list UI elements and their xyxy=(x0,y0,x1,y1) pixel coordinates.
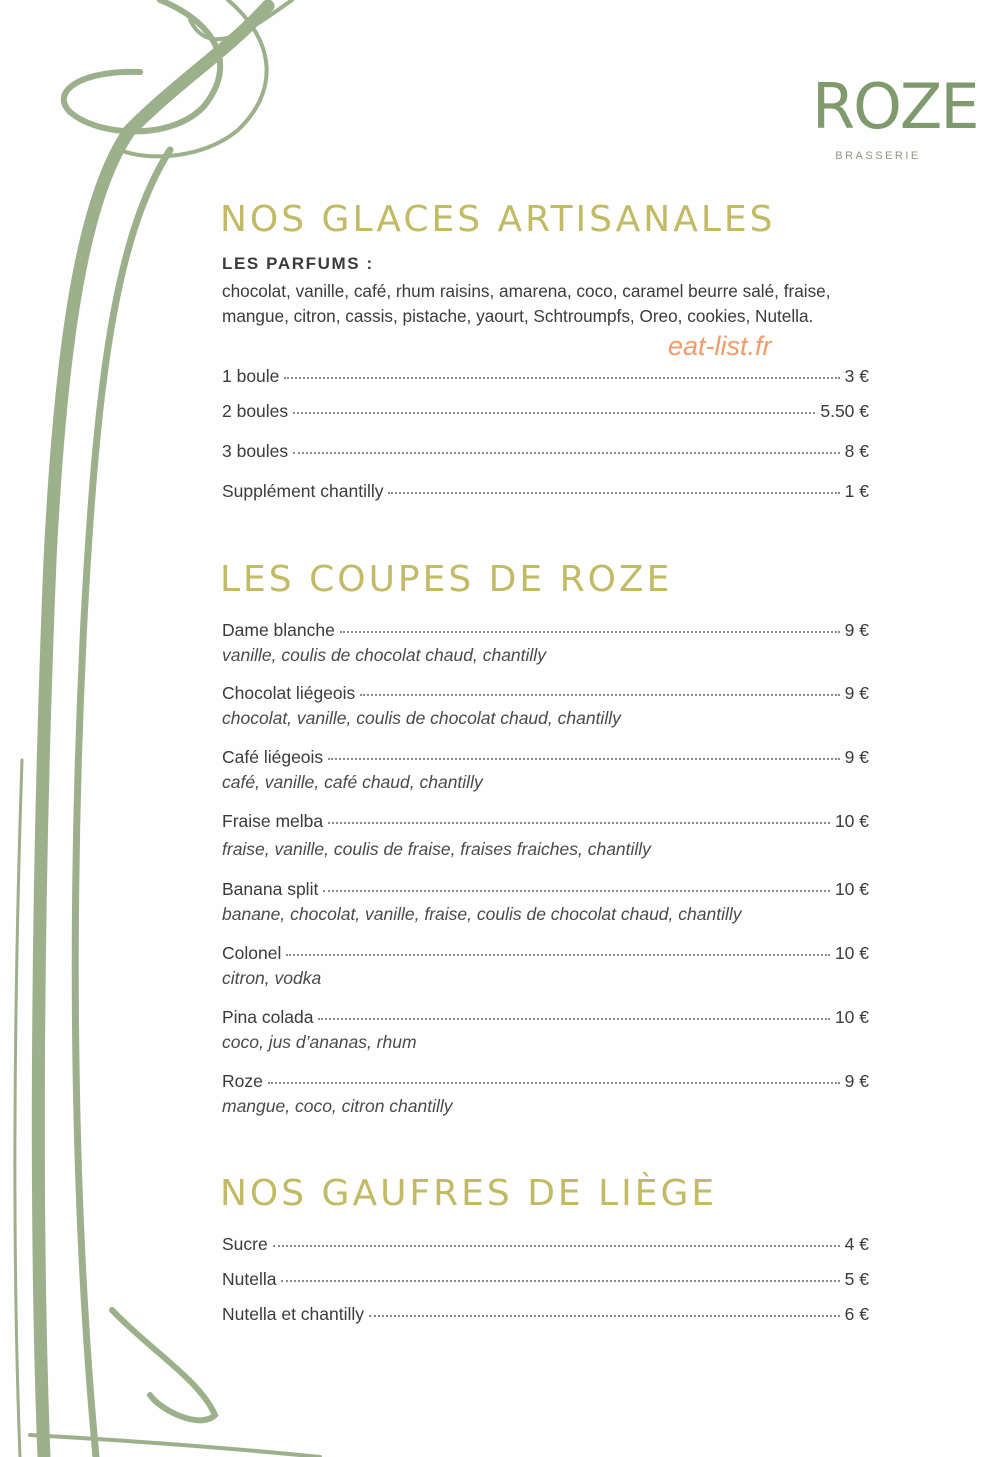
dot-leader xyxy=(286,954,830,956)
item-price: 3 € xyxy=(844,366,869,386)
item-price: 9 € xyxy=(844,747,869,767)
dot-leader xyxy=(268,1082,840,1084)
item-name: 2 boules xyxy=(222,401,289,421)
section-title-glaces: NOS GLACES ARTISANALES xyxy=(220,199,776,240)
dot-leader xyxy=(318,1018,829,1020)
flavors-list: chocolat, vanille, café, rhum raisins, amarena, coco, caramel beurre salé, fraise, mangue, citron, cassis, pistache, yaourt, Schtroumpfs, Oreo, cookies, Nutella. xyxy=(222,281,831,326)
menu-item xyxy=(222,1268,869,1290)
item-price: 9 € xyxy=(844,683,869,703)
item-name: Roze xyxy=(222,1071,263,1091)
menu-item xyxy=(222,1233,869,1255)
item-name: Chocolat liégeois xyxy=(222,683,356,703)
menu-item xyxy=(222,682,869,729)
section-title-coupes: LES COUPES DE ROZE xyxy=(220,559,673,600)
item-description: vanille, coulis de chocolat chaud, chantilly xyxy=(222,645,546,665)
item-description: banane, chocolat, vanille, fraise, coulis de chocolat chaud, chantilly xyxy=(222,904,742,924)
menu-item xyxy=(222,619,869,666)
dot-leader xyxy=(293,452,840,454)
item-name: Café liégeois xyxy=(222,747,324,767)
menu-item xyxy=(222,440,869,462)
dot-leader xyxy=(388,492,839,494)
item-price: 10 € xyxy=(834,1007,869,1027)
watermark: eat-list.fr xyxy=(668,331,772,361)
dot-leader xyxy=(360,694,839,696)
item-name: Colonel xyxy=(222,943,282,963)
flavors-label: LES PARFUMS : xyxy=(222,254,374,273)
menu-item xyxy=(222,878,869,925)
item-name: Sucre xyxy=(222,1234,268,1254)
item-name: 3 boules xyxy=(222,441,289,461)
item-name: Nutella et chantilly xyxy=(222,1304,365,1324)
menu-item xyxy=(222,942,869,989)
menu-item xyxy=(222,400,869,422)
item-price: 10 € xyxy=(834,879,869,899)
item-price: 10 € xyxy=(834,943,869,963)
brand-logo xyxy=(812,70,978,162)
dot-leader xyxy=(328,758,840,760)
dot-leader xyxy=(284,377,839,379)
item-name: Pina colada xyxy=(222,1007,314,1027)
item-price: 5 € xyxy=(844,1269,869,1289)
section-title-gaufres: NOS GAUFRES DE LIÈGE xyxy=(220,1173,718,1214)
item-description: café, vanille, café chaud, chantilly xyxy=(222,772,483,792)
item-price: 5.50 € xyxy=(820,401,869,421)
item-description: coco, jus d’ananas, rhum xyxy=(222,1032,417,1052)
item-name: 1 boule xyxy=(222,366,280,386)
item-description: mangue, coco, citron chantilly xyxy=(222,1096,453,1116)
item-name: Fraise melba xyxy=(222,811,324,831)
dot-leader xyxy=(340,631,840,633)
item-description: fraise, vanille, coulis de fraise, fraises fraiches, chantilly xyxy=(222,839,651,859)
menu-item xyxy=(222,1006,869,1053)
dot-leader xyxy=(369,1315,840,1317)
brand-name: ROZE xyxy=(812,70,978,143)
dot-leader xyxy=(328,822,830,824)
item-description: chocolat, vanille, coulis de chocolat chaud, chantilly xyxy=(222,708,621,728)
item-name: Nutella xyxy=(222,1269,277,1289)
item-price: 1 € xyxy=(844,481,869,501)
menu-item xyxy=(222,365,869,387)
item-price: 9 € xyxy=(844,1071,869,1091)
item-name: Supplément chantilly xyxy=(222,481,384,501)
item-description: citron, vodka xyxy=(222,968,322,988)
dot-leader xyxy=(273,1245,840,1247)
menu-item xyxy=(222,1303,869,1325)
item-price: 10 € xyxy=(834,811,869,831)
brand-subtitle: BRASSERIE xyxy=(835,150,921,162)
dot-leader xyxy=(281,1280,839,1282)
item-name: Banana split xyxy=(222,879,319,899)
dot-leader xyxy=(323,890,830,892)
menu-item xyxy=(222,746,869,793)
item-price: 4 € xyxy=(844,1234,869,1254)
item-price: 6 € xyxy=(844,1304,869,1324)
menu-item xyxy=(222,480,869,502)
dot-leader xyxy=(293,412,815,414)
menu-item xyxy=(222,810,869,860)
menu-item xyxy=(222,1070,869,1117)
item-price: 9 € xyxy=(844,620,869,640)
item-price: 8 € xyxy=(844,441,869,461)
item-name: Dame blanche xyxy=(222,620,335,640)
